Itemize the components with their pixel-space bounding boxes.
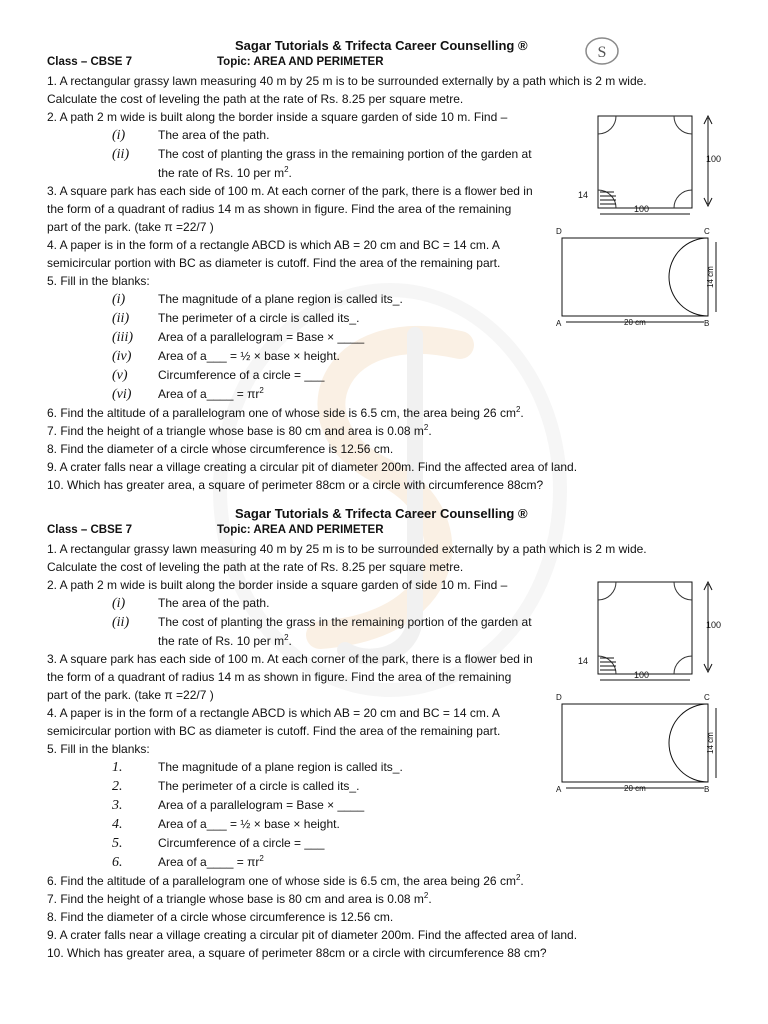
ab-length-label: 20 cm	[624, 318, 646, 327]
item-marker: (i)	[112, 292, 126, 307]
park-figure	[570, 110, 730, 220]
question-3-line-3: part of the park. (take π =22/7 )	[47, 220, 214, 234]
superscript: 2	[259, 854, 264, 863]
park-side-right-label: 100	[706, 620, 722, 630]
question-1-line-1: 1. A rectangular grassy lawn measuring 40 m by 25 m is to be surrounded externally by a path which is 2 m wide.	[47, 542, 647, 556]
item-text: The cost of planting the grass in the remaining portion of the garden at	[158, 615, 532, 629]
question-1-line-2: Calculate the cost of leveling the path at the rate of Rs. 8.25 per square metre.	[47, 560, 464, 574]
question-1-line-1: 1. A rectangular grassy lawn measuring 40 m by 25 m is to be surrounded externally by a path which is 2 m wide.	[47, 74, 647, 88]
question-7	[47, 422, 567, 440]
question-3-line-2: the form of a quadrant of radius 14 m as shown in figure. Find the area of the remaining	[47, 670, 512, 684]
question-2-item	[47, 145, 567, 164]
item-text: The magnitude of a plane region is called its_.	[158, 760, 403, 774]
park-radius-label: 14	[578, 656, 589, 666]
item-text: Area of a___ = ½ × base × height.	[158, 349, 340, 363]
blank-item	[47, 347, 567, 366]
blank-item	[47, 853, 567, 872]
corner-c-label: C	[704, 693, 710, 702]
blank-item	[47, 758, 567, 777]
question-5: 5. Fill in the blanks:	[47, 274, 150, 288]
item-marker: (iii)	[112, 330, 133, 345]
item-text: Area of a___ = ½ × base × height.	[158, 817, 340, 831]
question-2-item	[47, 594, 567, 613]
corner-b-label: B	[704, 785, 710, 794]
item-text-wrap	[158, 385, 264, 404]
blank-item	[47, 777, 567, 796]
item-text: Area of a parallelogram = Base × ____	[158, 798, 365, 812]
item-text: Area of a____ = πr	[158, 855, 260, 869]
question-2-continuation: the rate of Rs. 10 per $m^2$.	[158, 165, 292, 180]
superscript: 2	[423, 891, 429, 900]
item-text: The perimeter of a circle is called its_.	[158, 779, 360, 793]
blank-item	[47, 309, 567, 328]
superscript: 2	[284, 165, 289, 174]
item-text: The area of the path.	[158, 128, 270, 142]
question-4-line-2: semicircular portion with BC as diameter is cutoff. Find the area of the remaining part.	[47, 724, 501, 738]
question-10: 10. Which has greater area, a square of perimeter 88cm or a circle with circumference 88cm?	[47, 478, 544, 492]
rectangle-figure	[554, 690, 724, 798]
rectangle-figure	[554, 224, 724, 332]
park-radius-label: 14	[578, 190, 589, 200]
sheet-title: Sagar Tutorials & Trifecta Career Counselling ®	[235, 38, 528, 53]
item-marker: 5.	[112, 836, 123, 851]
item-marker: 4.	[112, 817, 123, 832]
question-2: 2. A path 2 m wide is built along the border inside a square garden of side 10 m. Find –	[47, 110, 508, 124]
question-4-line-1: 4. A paper is in the form of a rectangle ABCD is which AB = 20 cm and BC = 14 cm. A	[47, 238, 500, 252]
question-4-line-1: 4. A paper is in the form of a rectangle ABCD is which AB = 20 cm and BC = 14 cm. A	[47, 706, 500, 720]
item-text: The area of the path.	[158, 596, 270, 610]
class-label: Class – CBSE 7	[47, 56, 133, 68]
item-text: Circumference of a circle = ___	[158, 836, 325, 850]
item-marker: (vi)	[112, 387, 132, 402]
item-marker: (ii)	[112, 147, 130, 162]
question-9: 9. A crater falls near a village creating a circular pit of diameter 200m. Find the affected area of land.	[47, 928, 578, 942]
item-marker: (i)	[112, 128, 126, 143]
blank-item	[47, 834, 567, 853]
question-8: 8. Find the diameter of a circle whose circumference is 12.56 cm.	[47, 442, 394, 456]
blank-item	[47, 328, 567, 347]
question-6: 6. Find the altitude of a parallelogram one of whose side is 6.5 cm, the area being 26 $cm^2$.	[47, 405, 524, 420]
corner-a-label: A	[556, 785, 562, 794]
blank-item	[47, 815, 567, 834]
park-side-bottom-label: 100	[634, 670, 650, 680]
item-text: Area of a parallelogram = Base × ____	[158, 330, 365, 344]
corner-c-label: C	[704, 227, 710, 236]
item-marker: 6.	[112, 855, 123, 870]
item-marker: 1.	[112, 760, 123, 775]
item-marker: 3.	[112, 798, 123, 813]
question-2-continuation: the rate of Rs. 10 per $m^2$.	[158, 633, 292, 648]
class-label: Class – CBSE 7	[47, 524, 133, 536]
superscript: 2	[259, 386, 264, 395]
item-text: Area of a____ = πr	[158, 387, 260, 401]
logo-letter: S	[597, 44, 607, 61]
question-3-line-3: part of the park. (take π =22/7 )	[47, 688, 214, 702]
question-8: 8. Find the diameter of a circle whose circumference is 12.56 cm.	[47, 910, 394, 924]
worksheet-2	[47, 504, 647, 962]
sheet-title: Sagar Tutorials & Trifecta Career Counselling ®	[235, 506, 528, 521]
question-6-text: 6. Find the altitude of a parallelogram one of whose side is 6.5 cm, the area being 26 cm	[47, 406, 516, 420]
corner-a-label: A	[556, 319, 562, 328]
question-7-end: .	[428, 424, 432, 438]
item-text: Circumference of a circle = ___	[158, 368, 325, 382]
item-marker: (ii)	[112, 615, 130, 630]
topic-label: Topic: AREA AND PERIMETER	[217, 56, 384, 68]
question-2-item	[47, 126, 567, 145]
corner-d-label: D	[556, 693, 562, 702]
question-2-cont-text: the rate of Rs. 10 per m	[158, 166, 285, 180]
question-1-line-2: Calculate the cost of leveling the path at the rate of Rs. 8.25 per square metre.	[47, 92, 464, 106]
item-marker: (ii)	[112, 311, 130, 326]
ab-length-label: 20 cm	[624, 784, 646, 793]
question-3-line-2: the form of a quadrant of radius 14 m as shown in figure. Find the area of the remaining	[47, 202, 512, 216]
question-4-line-2: semicircular portion with BC as diameter is cutoff. Find the area of the remaining part.	[47, 256, 501, 270]
bc-length-label: 14 cm	[706, 732, 715, 754]
superscript: 2	[423, 423, 429, 432]
superscript: 2	[515, 873, 521, 882]
logo-icon	[584, 36, 620, 66]
question-7-text: 7. Find the height of a triangle whose base is 80 cm and area is 0.08 m	[47, 424, 424, 438]
item-text: The cost of planting the grass in the remaining portion of the garden at	[158, 147, 532, 161]
question-7	[47, 890, 567, 908]
question-2-item	[47, 613, 567, 632]
question-3-line-1: 3. A square park has each side of 100 m. At each corner of the park, there is a flower bed in	[47, 652, 533, 666]
park-figure	[570, 576, 730, 686]
question-6-text: 6. Find the altitude of a parallelogram one of whose side is 6.5 cm, the area being 26 cm	[47, 874, 516, 888]
question-7-text: 7. Find the height of a triangle whose base is 80 cm and area is 0.08 m	[47, 892, 424, 906]
superscript: 2	[284, 633, 289, 642]
bc-length-label: 14 cm	[706, 266, 715, 288]
question-6: 6. Find the altitude of a parallelogram one of whose side is 6.5 cm, the area being 26 $cm^2$.	[47, 873, 524, 888]
park-side-right-label: 100	[706, 154, 722, 164]
item-text-wrap	[158, 853, 264, 872]
item-text: The perimeter of a circle is called its_.	[158, 311, 360, 325]
blank-item	[47, 796, 567, 815]
item-marker: (i)	[112, 596, 126, 611]
blank-item	[47, 290, 567, 309]
question-2: 2. A path 2 m wide is built along the border inside a square garden of side 10 m. Find –	[47, 578, 508, 592]
item-marker: 2.	[112, 779, 123, 794]
item-marker: (iv)	[112, 349, 132, 364]
question-3-line-1: 3. A square park has each side of 100 m. At each corner of the park, there is a flower bed in	[47, 184, 533, 198]
worksheet-1	[47, 36, 647, 494]
question-2-cont-text: the rate of Rs. 10 per m	[158, 634, 285, 648]
superscript: 2	[515, 405, 521, 414]
item-marker: (v)	[112, 368, 128, 383]
question-5: 5. Fill in the blanks:	[47, 742, 150, 756]
blank-item	[47, 366, 567, 385]
park-side-bottom-label: 100	[634, 204, 650, 214]
question-9: 9. A crater falls near a village creating a circular pit of diameter 200m. Find the affected area of land.	[47, 460, 578, 474]
corner-b-label: B	[704, 319, 710, 328]
blank-item	[47, 385, 567, 404]
question-10: 10. Which has greater area, a square of perimeter 88cm or a circle with circumference 88 cm?	[47, 946, 547, 960]
corner-d-label: D	[556, 227, 562, 236]
topic-label: Topic: AREA AND PERIMETER	[217, 524, 384, 536]
question-7-end: .	[428, 892, 432, 906]
item-text: The magnitude of a plane region is called its_.	[158, 292, 403, 306]
